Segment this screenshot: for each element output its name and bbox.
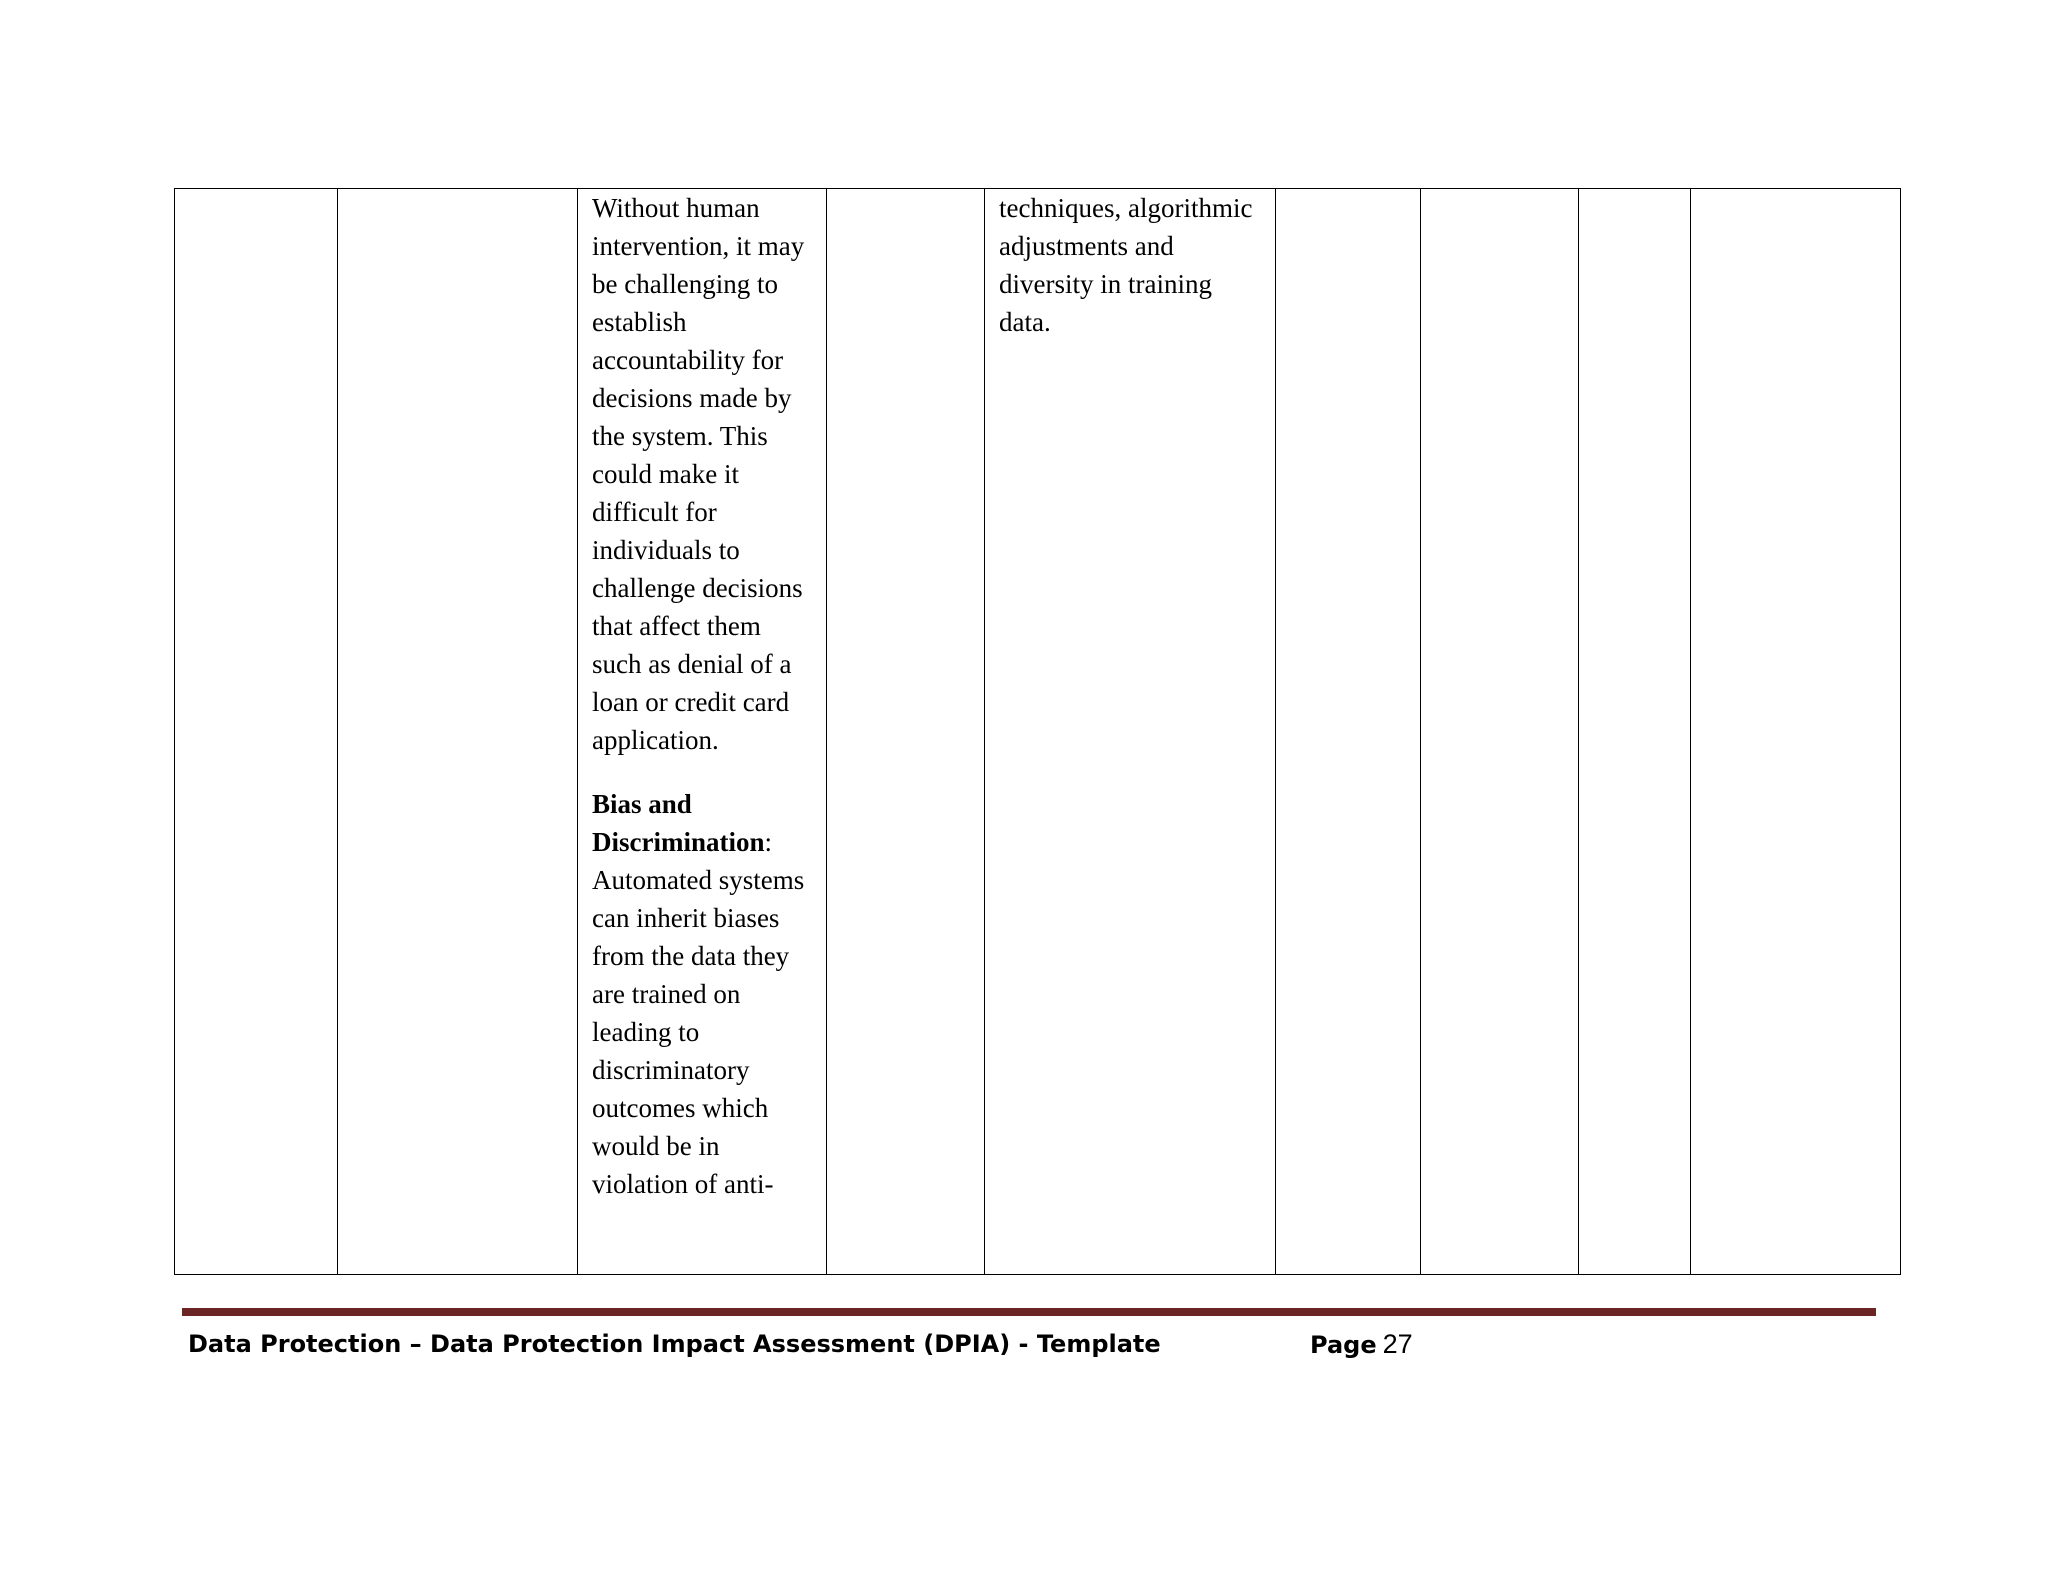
dpia-table bbox=[174, 188, 1901, 1275]
table-cell-1 bbox=[175, 189, 338, 1275]
table-cell-4 bbox=[827, 189, 985, 1275]
table-cell-9 bbox=[1691, 189, 1901, 1275]
bias-heading: Bias and Discrimination bbox=[592, 789, 765, 857]
page-number: 27 bbox=[1382, 1329, 1413, 1359]
table-cell-8 bbox=[1579, 189, 1691, 1275]
table-cell-7 bbox=[1421, 189, 1579, 1275]
risk-description-cell bbox=[578, 189, 827, 1275]
bias-body: Automated systems can inherit biases from the data they are trained on leading to discriminatory outcomes which would be in violation of anti- bbox=[592, 865, 805, 1199]
footer-page-indicator bbox=[1310, 1328, 1413, 1362]
risk-paragraph-accountability: Without human intervention, it may be challenging to establish accountability for decisions made by the system. This could make it difficult for individuals to challenge decisions that affect them such as denial of a loan or credit card application. bbox=[592, 193, 805, 755]
bias-heading-colon: : bbox=[764, 827, 773, 857]
table-row bbox=[175, 189, 1901, 1275]
mitigation-cell bbox=[985, 189, 1276, 1275]
table-cell-6 bbox=[1276, 189, 1421, 1275]
footer-document-title: Data Protection – Data Protection Impact Assessment (DPIA) - Template bbox=[188, 1330, 1161, 1358]
footer-divider bbox=[182, 1308, 1876, 1316]
mitigation-text: techniques, algorithmic adjustments and diversity in training data. bbox=[999, 193, 1253, 337]
table-cell-2 bbox=[338, 189, 578, 1275]
risk-paragraph-bias bbox=[592, 785, 812, 1203]
page-label: Page bbox=[1310, 1331, 1377, 1359]
